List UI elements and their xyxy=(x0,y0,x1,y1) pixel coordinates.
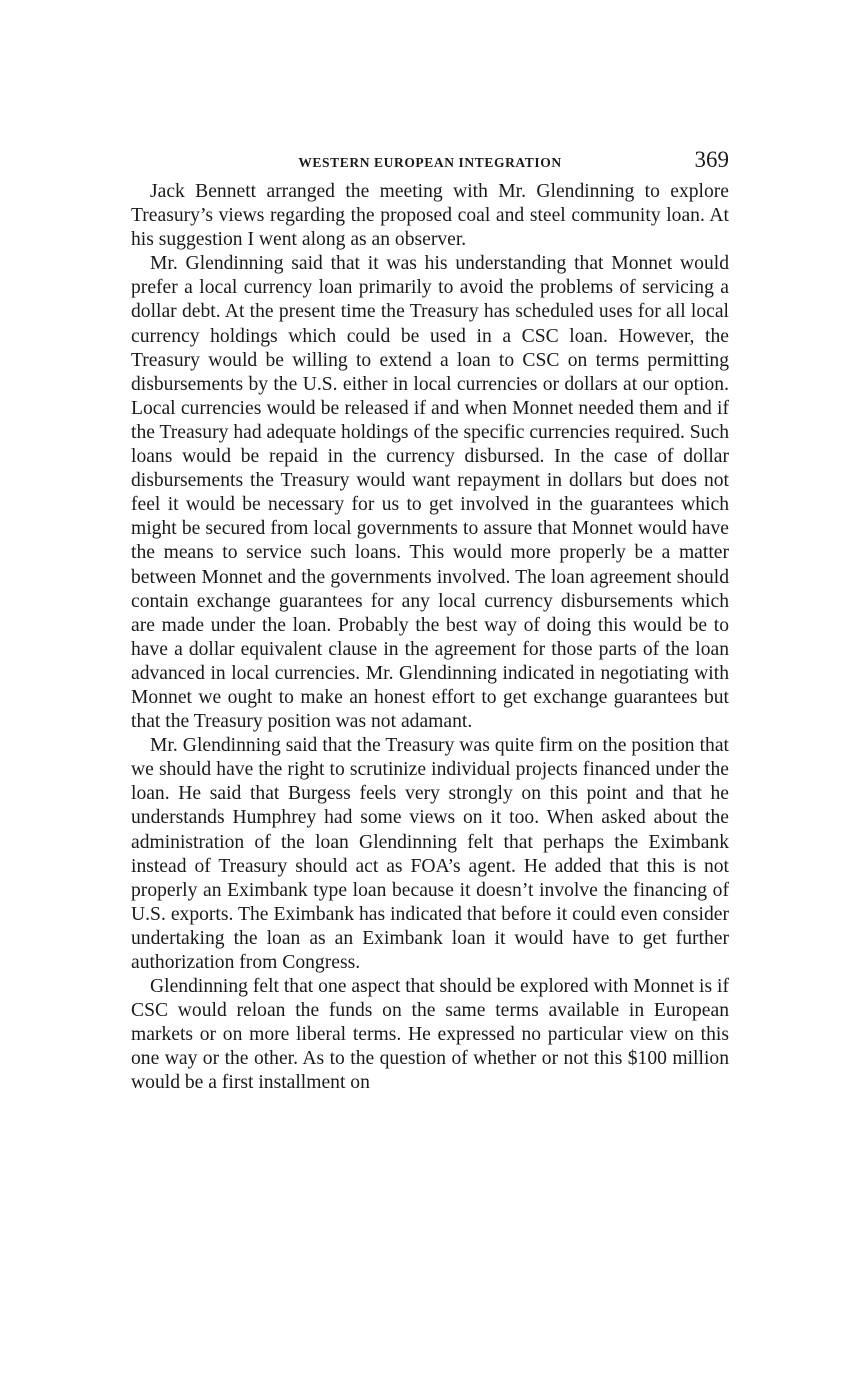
paragraph: Mr. Glendinning said that it was his understanding that Monnet would prefer a local currency loan primarily to avoid the problems of servicing a dollar debt. At the present time the Treasury has scheduled uses for all local currency holdings which could be used in a CSC loan. However, the Treasury would be willing to extend a loan to CSC on terms permitting disbursements by the U.S. either in local currencies or dollars at our option. Local currencies would be released if and when Monnet needed them and if the Treasury had adequate holdings of the specific currencies required. Such loans would be repaid in the currency disbursed. In the case of dollar disbursements the Treasury would want repayment in dollars but does not feel it would be necessary for us to get involved in the guarantees which might be secured from local governments to assure that Monnet would have the means to service such loans. This would more properly be a matter between Monnet and the governments involved. The loan agreement should contain exchange guarantees for any local currency disbursements which are made under the loan. Probably the best way of doing this would be to have a dollar equivalent clause in the agreement for those parts of the loan advanced in local currencies. Mr. Glendinning indicated in negotiating with Monnet we ought to make an honest effort to get exchange guarantees but that the Treasury position was not adamant. xyxy=(131,253,729,733)
body-text xyxy=(131,180,729,1096)
running-header xyxy=(131,146,729,180)
paragraph: Mr. Glendinning said that the Treasury was quite firm on the position that we should have the right to scrutinize individual projects financed under the loan. He said that Burgess feels very strongly on this point and that he understands Humphrey had some views on it too. When asked about the administration of the loan Glendinning felt that perhaps the Eximbank instead of Treasury should act as FOA’s agent. He added that this is not properly an Eximbank type loan because it doesn’t involve the financing of U.S. exports. The Eximbank has indicated that before it could even consider undertaking the loan as an Eximbank loan it would have to get further authorization from Congress. xyxy=(131,735,729,973)
running-title: WESTERN EUROPEAN INTEGRATION xyxy=(298,155,562,170)
paragraph: Jack Bennett arranged the meeting with Mr. Glendinning to explore Treasury’s views regarding the proposed coal and steel community loan. At his suggestion I went along as an observer. xyxy=(131,181,729,251)
document-page xyxy=(131,146,729,1096)
paragraph: Glendinning felt that one aspect that should be explored with Monnet is if CSC would reloan the funds on the same terms available in European markets or on more liberal terms. He expressed no particular view on this one way or the other. As to the question of whether or not this $100 million would be a first installment on xyxy=(131,976,729,1094)
page-number: 369 xyxy=(694,147,729,172)
